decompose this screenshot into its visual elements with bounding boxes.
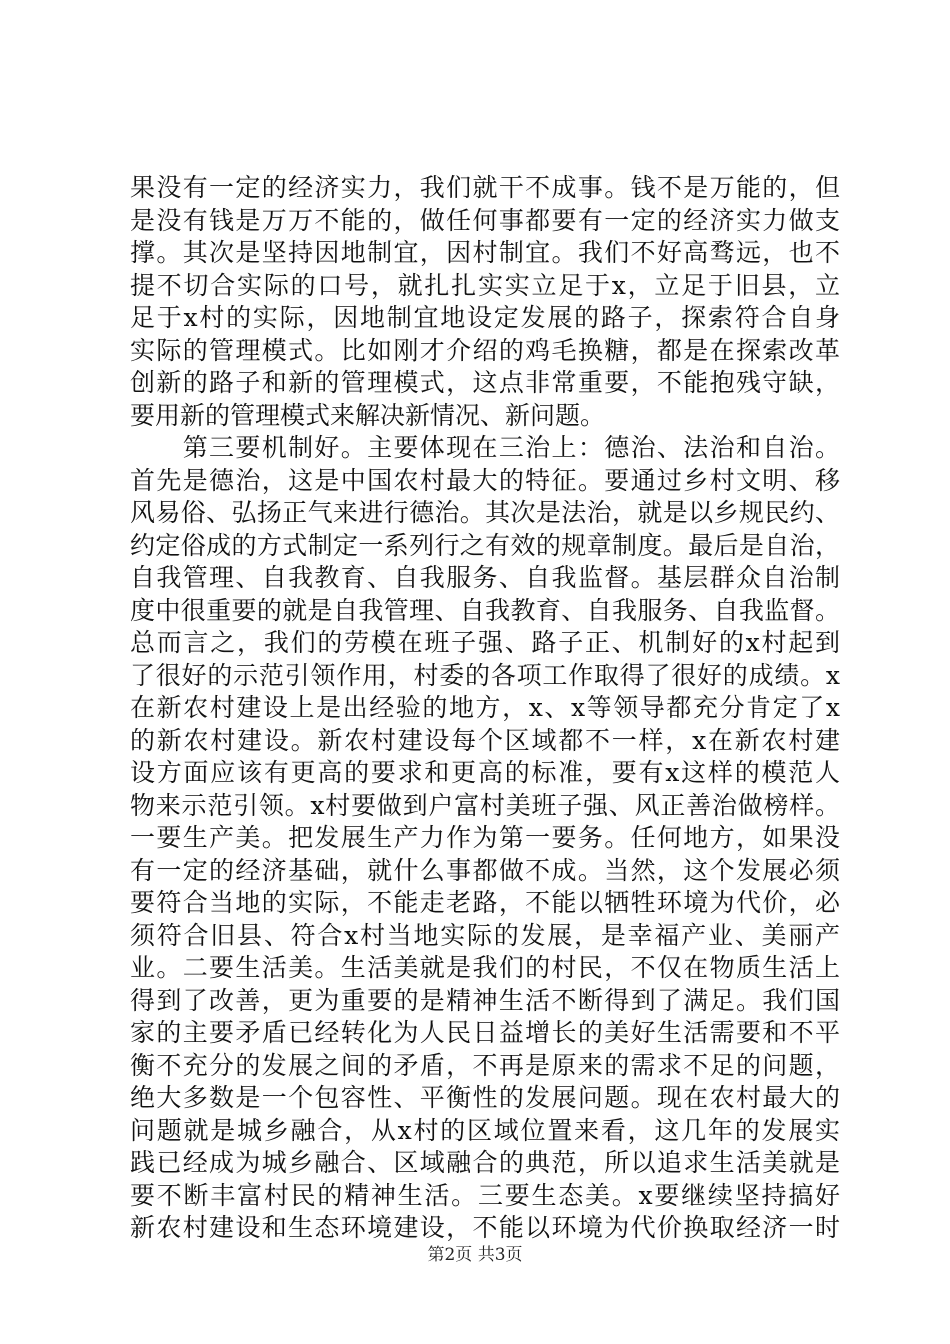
text-line: 风易俗、弘扬正气来进行德治。其次是法治，就是以乡规民约、	[130, 498, 840, 527]
body-text	[130, 172, 840, 1245]
text-line: 第三要机制好。主要体现在三治上：德治、法治和自治。	[130, 433, 840, 462]
text-line: 首先是德治，这是中国农村最大的特征。要通过乡村文明、移	[130, 465, 840, 495]
text-line: 创新的路子和新的管理模式，这点非常重要，不能抱残守缺，	[130, 368, 840, 397]
text-line: 在新农村建设上是出经验的地方，x、x等领导都充分肯定了x	[130, 693, 840, 722]
text-line: 设方面应该有更高的要求和更高的标准，要有x这样的模范人	[130, 758, 840, 787]
text-line: 度中很重要的就是自我管理、自我教育、自我服务、自我监督。	[130, 595, 840, 625]
text-line: 要符合当地的实际，不能走老路，不能以牺牲环境为代价，必	[130, 888, 840, 917]
text-line: 提不切合实际的口号，就扎扎实实立足于x，立足于旧县，立	[130, 270, 840, 300]
text-line: 自我管理、自我教育、自我服务、自我监督。基层群众自治制	[130, 563, 840, 592]
text-line: 得到了改善，更为重要的是精神生活不断得到了满足。我们国	[130, 985, 840, 1015]
text-line: 践已经成为城乡融合、区域融合的典范，所以追求生活美就是	[130, 1148, 840, 1177]
text-line: 新农村建设和生态环境建设，不能以环境为代价换取经济一时	[130, 1213, 840, 1242]
text-line: 一要生产美。把发展生产力作为第一要务。任何地方，如果没	[130, 823, 840, 852]
text-line: 衡不充分的发展之间的矛盾，不再是原来的需求不足的问题，	[130, 1050, 840, 1080]
text-line: 问题就是城乡融合，从x村的区域位置来看，这几年的发展实	[130, 1115, 840, 1145]
text-line: 业。二要生活美。生活美就是我们的村民，不仅在物质生活上	[130, 953, 840, 982]
text-line: 了很好的示范引领作用，村委的各项工作取得了很好的成绩。x	[130, 660, 840, 690]
text-line: 是没有钱是万万不能的，做任何事都要有一定的经济实力做支	[130, 205, 840, 235]
text-line: 实际的管理模式。比如刚才介绍的鸡毛换糖，都是在探索改革	[130, 335, 840, 365]
text-line: 约定俗成的方式制定一系列行之有效的规章制度。最后是自治，	[130, 530, 840, 560]
text-line: 总而言之，我们的劳模在班子强、路子正、机制好的x村起到	[130, 628, 840, 657]
text-line: 果没有一定的经济实力，我们就干不成事。钱不是万能的，但	[130, 173, 840, 202]
text-line: 要不断丰富村民的精神生活。三要生态美。x要继续坚持搞好	[130, 1180, 840, 1210]
text-line: 须符合旧县、符合x村当地实际的发展，是幸福产业、美丽产	[130, 920, 840, 950]
page-footer: 第2页 共3页	[427, 1245, 523, 1265]
text-line: 物来示范引领。x村要做到户富村美班子强、风正善治做榜样。	[130, 790, 840, 820]
text-line: 足于x村的实际，因地制宜地设定发展的路子，探索符合自身	[130, 303, 840, 332]
text-line: 的新农村建设。新农村建设每个区域都不一样，x在新农村建	[130, 725, 840, 755]
text-line: 撑。其次是坚持因地制宜，因村制宜。我们不好高骛远，也不	[130, 238, 840, 267]
text-line: 要用新的管理模式来解决新情况、新问题。	[130, 400, 606, 430]
text-line: 家的主要矛盾已经转化为人民日益增长的美好生活需要和不平	[130, 1018, 840, 1047]
text-line: 绝大多数是一个包容性、平衡性的发展问题。现在农村最大的	[130, 1083, 840, 1112]
text-line: 有一定的经济基础，就什么事都做不成。当然，这个发展必须	[130, 855, 840, 885]
